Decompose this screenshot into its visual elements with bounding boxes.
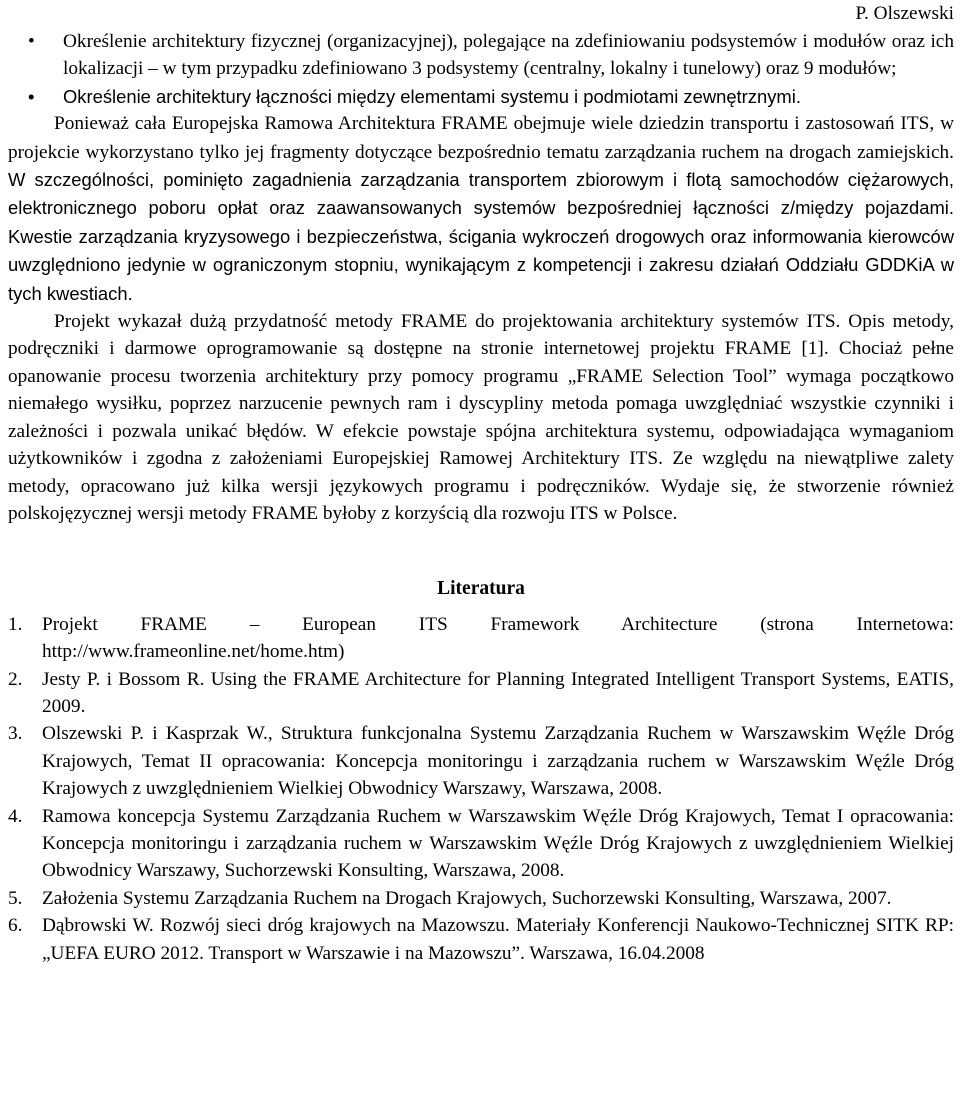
reference-number: 3. — [8, 723, 23, 745]
bullet-marker: • — [28, 85, 35, 107]
reference-item — [8, 611, 954, 666]
reference-text: Dąbrowski W. Rozwój sieci dróg krajowych na Mazowszu. Materiały Konferencji Naukowo-Technicznej SITK RP: „UEFA EURO 2012. Transport w Warszawie i na Mazowszu”. Warszawa, 16.04.2008 — [42, 915, 954, 964]
paragraph-continuation-text: W szczególności, pominięto zagadnienia zarządzania transportem zbiorowym i flotą samochodów ciężarowych, elektronicznego poboru opłat oraz zaawansowanych systemów bezpośredniej łączności z/między pojazdami. Kwestie zarządzania kryzysowego i bezpieczeństwa, ścigania wykroczeń drogowych oraz informowania kierowców uwzględniono jedynie w ograniczonym stopniu, wynikającym z kompetencji i zakresu działań Oddziału GDDKiA w tych kwestiach. — [8, 169, 954, 304]
reference-item — [8, 912, 954, 967]
reference-number: 6. — [8, 915, 23, 937]
reference-text: Założenia Systemu Zarządzania Ruchem na Drogach Krajowych, Suchorzewski Konsulting, Warszawa, 2007. — [42, 887, 892, 909]
body-paragraph: Projekt wykazał dużą przydatność metody FRAME do projektowania architektury systemów ITS. Opis metody, podręczniki i darmowe oprogramowanie są dostępne na stronie internetowej projektu FRAME [1]. Chociaż pełne opanowanie procesu tworzenia architektury przy pomocy programu „FRAME Selection Tool” wymaga początkowo niemałego wysiłku, poprzez narzucenie pewnych ram i dyscypliny metoda pomaga uwzględniać wszystkie czynniki i zależności i pozwala unikać błędów. W efekcie powstaje spójna architektura systemu, odpowiadająca wymaganiom użytkowników i zgodna z założeniami Europejskiej Ramowej Architektury ITS. Ze względu na niewątpliwe zalety metody, opracowano już kilka wersji językowych programu i podręczników. Wydaje się, że stworzenie również polskojęzycznej wersji metody FRAME byłoby z korzyścią dla rozwoju ITS w Polsce. — [8, 311, 954, 524]
reference-item — [8, 885, 954, 912]
references-heading: Literatura — [437, 578, 525, 600]
reference-item — [8, 803, 954, 885]
running-header-author: P. Olszewski — [855, 3, 954, 24]
bullet-marker: • — [28, 31, 35, 52]
reference-text: Jesty P. i Bossom R. Using the FRAME Architecture for Planning Integrated Intelligent Transport Systems, EATIS, 2009. — [42, 668, 954, 717]
paragraph-lead-text: Ponieważ cała Europejska Ramowa Architektura FRAME obejmuje wiele dziedzin transportu i zastosowań ITS, w projekcie wykorzystano tylko jej fragmenty dotyczące bezpośrednio tematu zarządzania ruchem na drogach zamiejskich. — [8, 113, 954, 163]
reference-text: Projekt FRAME – European ITS Framework Architecture (strona Internetowa: http://www.frameonline.net/home.htm) — [42, 613, 954, 663]
reference-number: 1. — [8, 613, 23, 635]
bullet-item — [8, 83, 954, 110]
reference-item — [8, 720, 954, 802]
references-list — [8, 611, 954, 967]
body-paragraph — [8, 110, 954, 308]
bullet-text: Określenie architektury łączności między elementami systemu i podmiotami zewnętrznymi. — [63, 85, 801, 107]
bullet-list — [8, 28, 954, 110]
document-page — [8, 0, 954, 967]
reference-number: 2. — [8, 668, 23, 690]
reference-item — [8, 666, 954, 721]
reference-number: 4. — [8, 805, 23, 827]
bullet-text: Określenie architektury fizycznej (organizacyjnej), polegające na zdefiniowaniu podsystemów i modułów oraz ich lokalizacji – w tym przypadku zdefiniowano 3 podsystemy (centralny, lokalny i tunelowy) oraz 9 modułów; — [63, 31, 954, 80]
reference-text: Ramowa koncepcja Systemu Zarządzania Ruchem w Warszawskim Węźle Dróg Krajowych, Temat I opracowania: Koncepcja monitoringu i zarządzania ruchem w Warszawskim Węźle Dróg Krajowych z uwzględnieniem Wielkiej Obwodnicy Warszawy, Suchorzewski Konsulting, Warszawa, 2008. — [42, 805, 954, 882]
reference-number: 5. — [8, 887, 23, 909]
reference-text: Olszewski P. i Kasprzak W., Struktura funkcjonalna Systemu Zarządzania Ruchem w Warszawskim Węźle Dróg Krajowych, Temat II opracowania: Koncepcja monitoringu i zarządzania ruchem w Warszawskim Węźle Dróg Krajowych z uwzględnieniem Wielkiej Obwodnicy Warszawy, Warszawa, 2008. — [42, 723, 954, 800]
bullet-item — [8, 28, 954, 83]
